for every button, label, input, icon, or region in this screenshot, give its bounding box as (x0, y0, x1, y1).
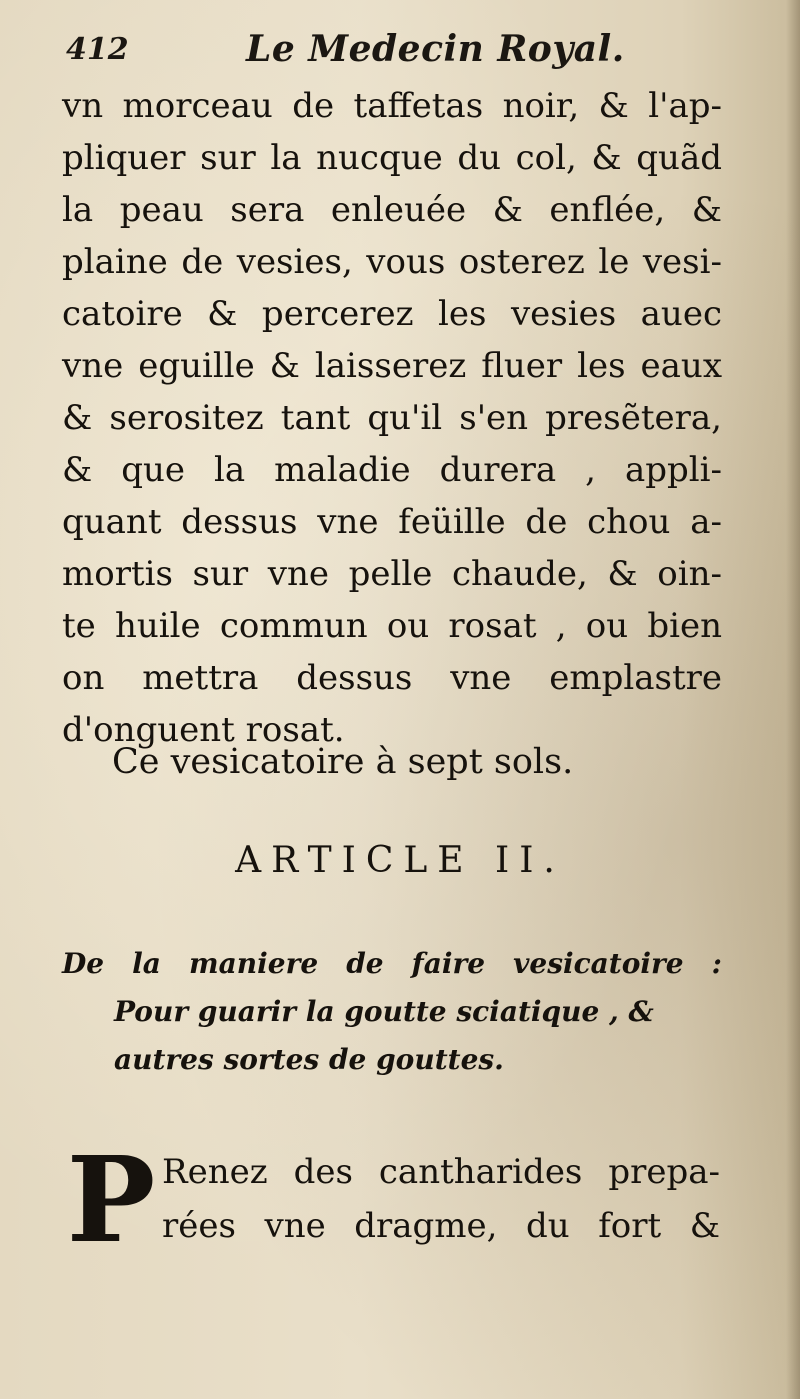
second-paragraph (62, 1130, 722, 1269)
drop-cap: P (66, 1130, 156, 1269)
text-line: te huile commun ou rosat , ou bien (62, 606, 722, 646)
text-line: vn morceau de taffetas noir, & l'ap- (62, 86, 722, 126)
text-line: d'onguent rosat. (62, 710, 345, 750)
text-line: Renez des cantharides prepa- (162, 1152, 720, 1192)
text-line: quant dessus vne feüille de chou a- (62, 502, 722, 542)
page-number: 412 (66, 32, 129, 67)
text-line: on mettra dessus vne emplastre (62, 658, 722, 698)
text-line: & serositez tant qu'il s'en presẽtera, (62, 398, 722, 438)
text-line: la peau sera enleuée & enflée, & (62, 190, 722, 230)
text-line: plaine de vesies, vous osterez le vesi- (62, 242, 722, 282)
price-line: Ce vesicatoire à sept sols. (112, 742, 574, 782)
text-line: pliquer sur la nucque du col, & quãd (62, 138, 722, 178)
text-line: catoire & percerez les vesies auec (62, 294, 722, 334)
subtitle-line: De la maniere de faire vesicatoire : (62, 947, 722, 980)
article-heading: ARTICLE II. (235, 840, 565, 881)
page-edge-shadow (786, 0, 800, 1399)
text-line: vne eguille & laisserez fluer les eaux (62, 346, 722, 386)
body-paragraph (62, 80, 722, 756)
text-line: rées vne dragme, du fort & (162, 1206, 720, 1246)
text-line: mortis sur vne pelle chaude, & oin- (62, 554, 722, 594)
subtitle-line: Pour guarir la goutte sciatique , & (114, 995, 654, 1028)
running-title: Le Medecin Royal. (246, 28, 625, 70)
page-header (60, 26, 740, 86)
text-line: & que la maladie durera , appli- (62, 450, 722, 490)
article-subtitle (62, 940, 722, 1084)
subtitle-line: autres sortes de gouttes. (114, 1043, 504, 1076)
